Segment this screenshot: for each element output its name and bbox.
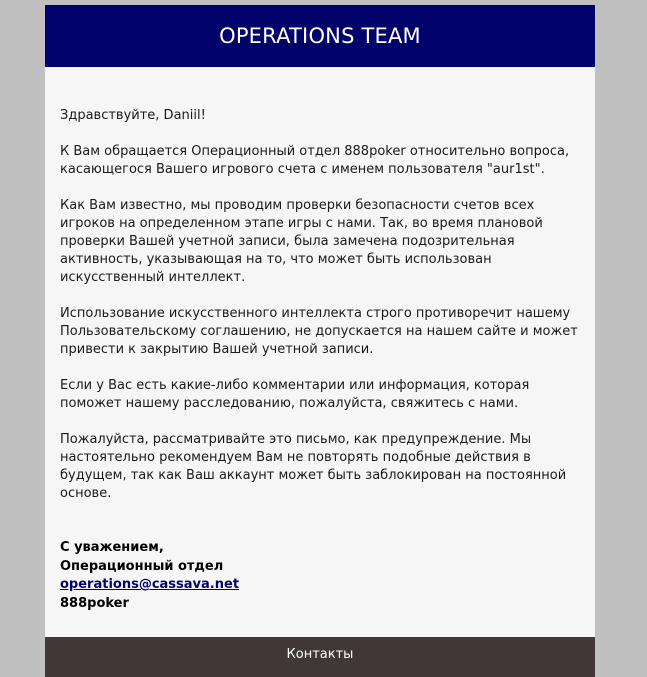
footer-contacts-link[interactable]: Контакты [286, 647, 354, 662]
signature-email-link[interactable]: operations@cassava.net [60, 577, 240, 592]
signature [60, 539, 580, 613]
paragraph-warning: Пожалуйста, рассматривайте это письмо, как предупреждение. Мы настоятельно рекомендуем Вам не повторять подобные действия в будущем, так как Ваш аккаунт может быть заблокирован на постоянной основе. [60, 432, 567, 501]
greeting: Здравствуйте, Daniil! [60, 108, 206, 123]
email-card [45, 5, 595, 662]
header-title: OPERATIONS TEAM [219, 24, 421, 48]
email-header [45, 5, 595, 67]
email-body [45, 67, 595, 613]
signature-brand: 888poker [60, 595, 129, 611]
signature-department: Операционный отдел [60, 558, 224, 574]
paragraph-intro: К Вам обращается Операционный отдел 888poker относительно вопроса, касающегося Вашего игрового счета с именем пользователя "aur1st". [60, 144, 570, 177]
email-footer [45, 637, 595, 677]
signature-closing: С уважением, [60, 540, 164, 555]
paragraph-security-check: Как Вам известно, мы проводим проверки безопасности счетов всех игроков на определенном этапе игры с нами. Так, во время плановой проверки Вашей учетной записи, была замечена подозрительная активность, указывающая на то, что может быть использован искусственный интеллект. [60, 198, 543, 285]
paragraph-contact-request: Если у Вас есть какие-либо комментарии или информация, которая поможет нашему расследованию, пожалуйста, свяжитесь с нами. [60, 378, 530, 411]
paragraph-ai-violation: Использование искусственного интеллекта строго противоречит нашему Пользовательскому соглашению, не допускается на нашем сайте и может привести к закрытию Вашей учетной записи. [60, 306, 578, 357]
